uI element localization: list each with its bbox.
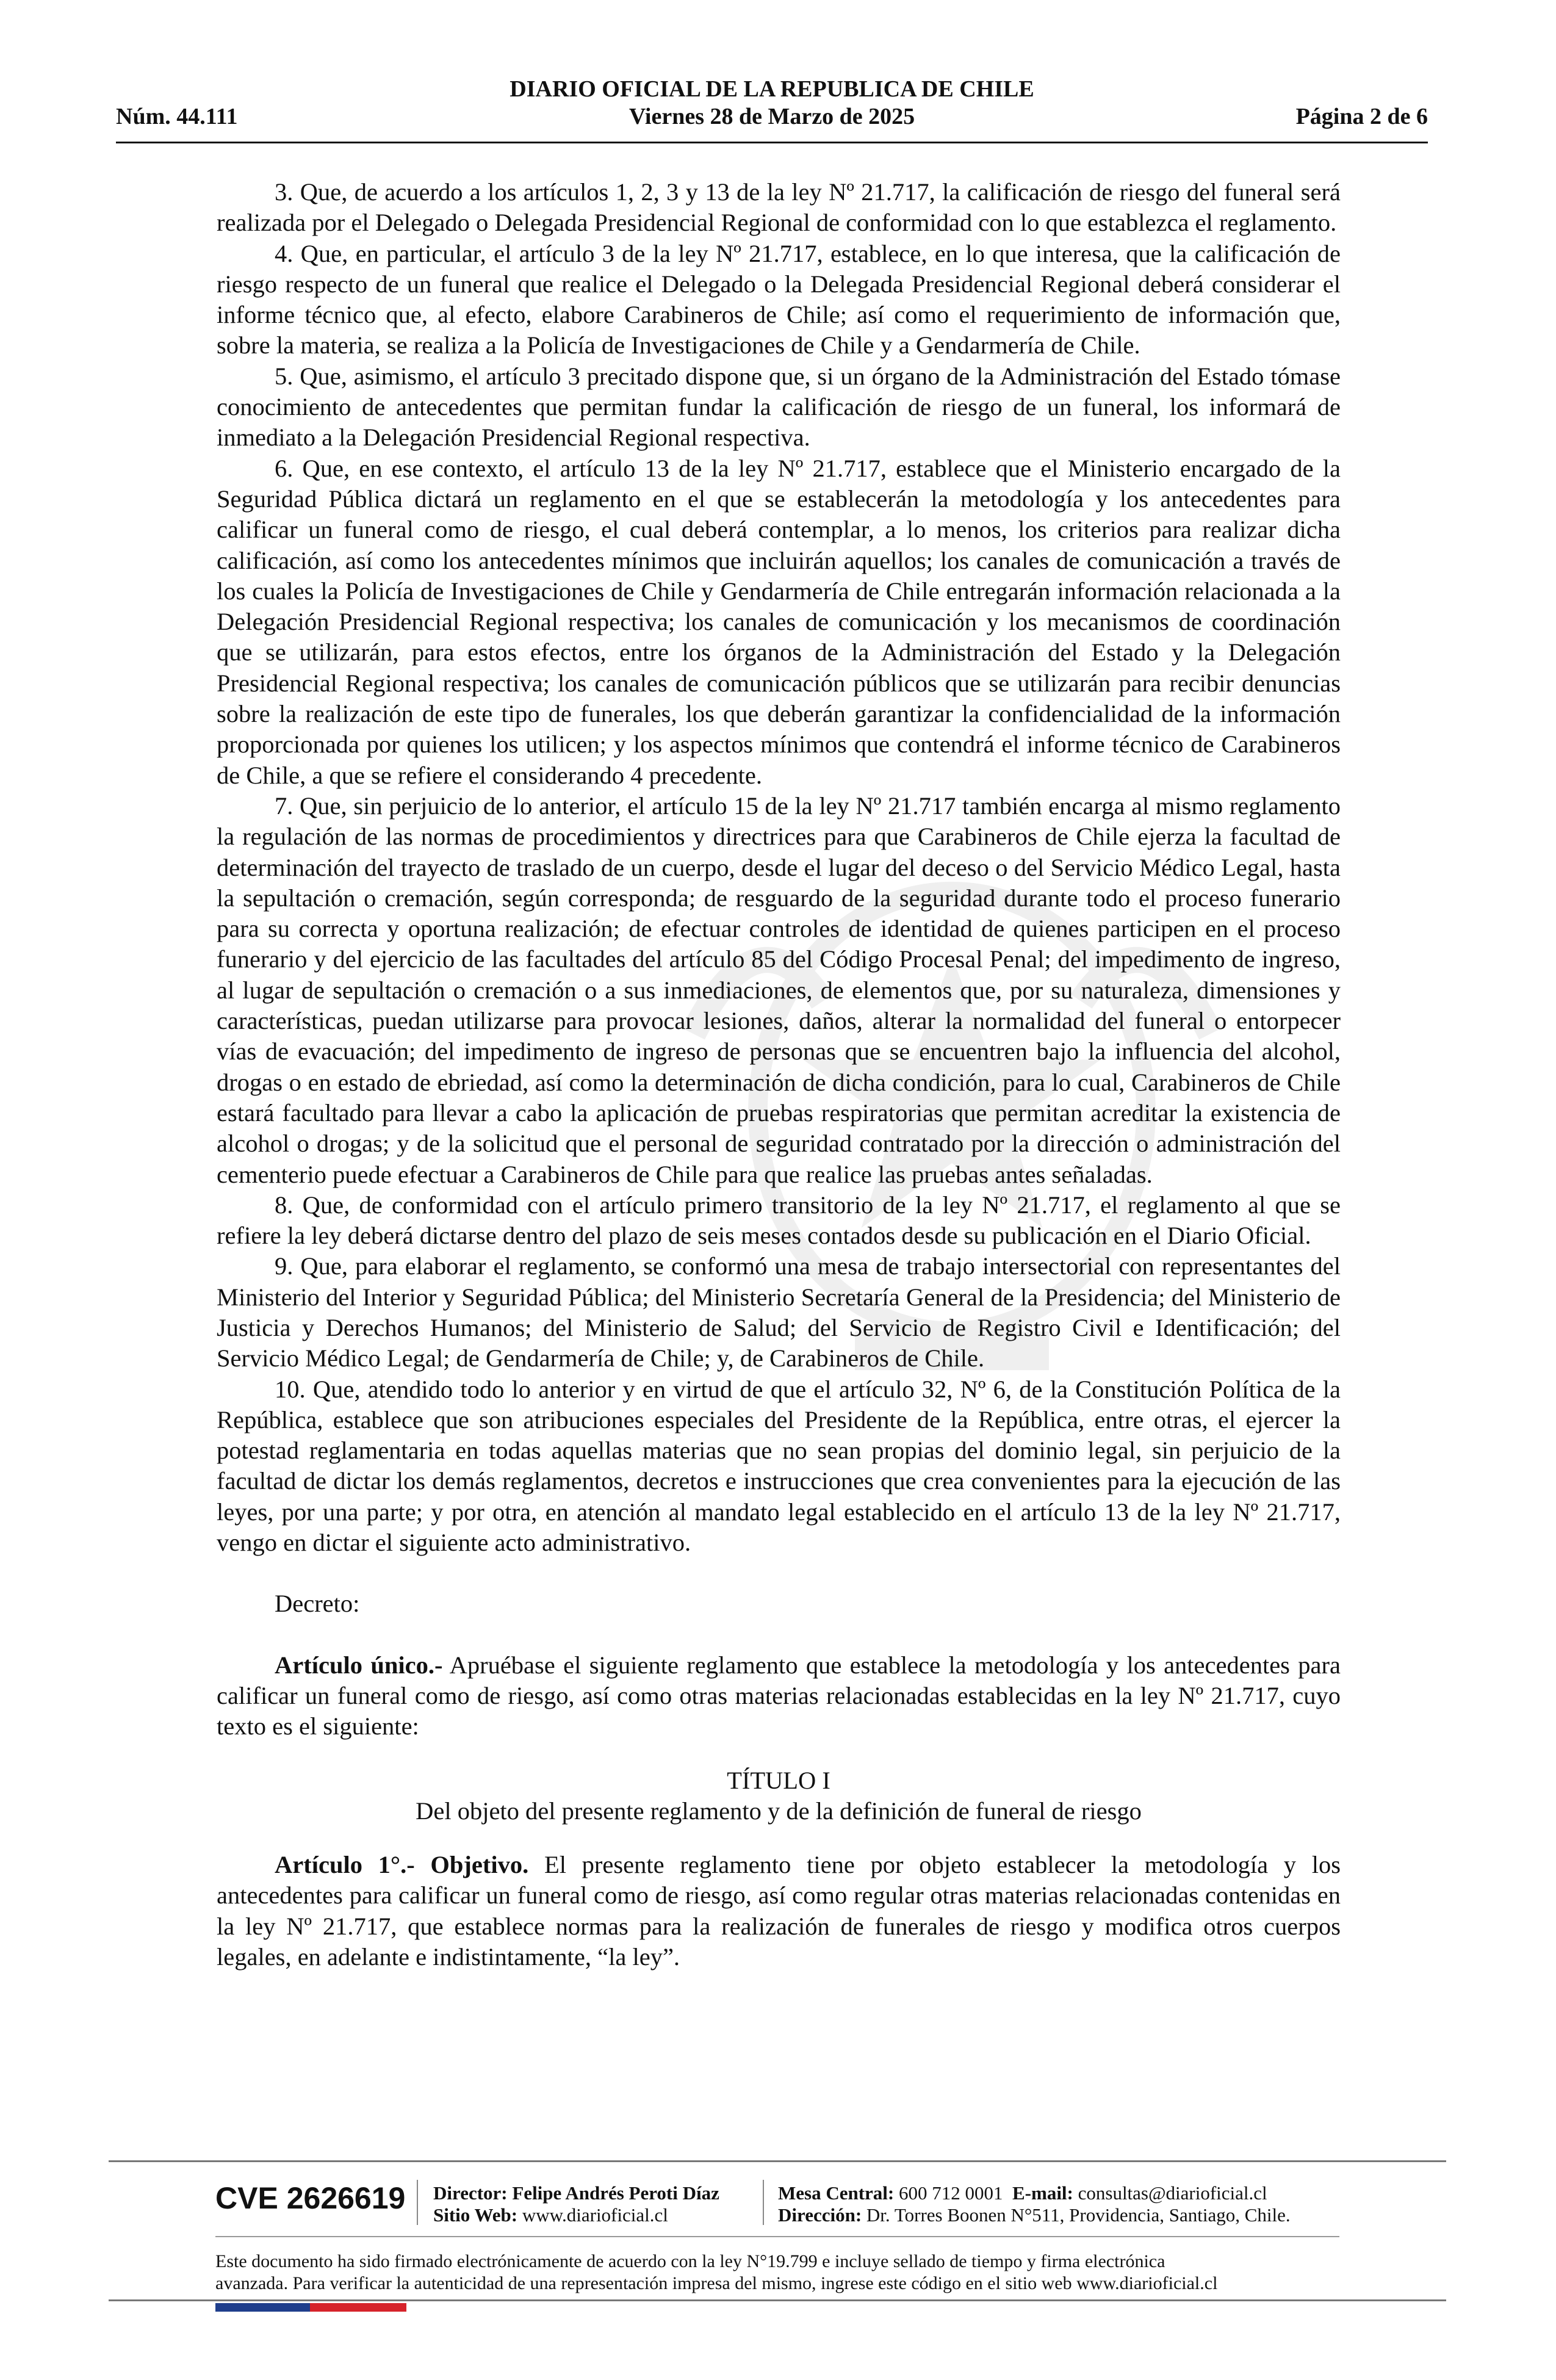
considerando-10: 10. Que, atendido todo lo anterior y en virtud de que el artículo 32, Nº 6, de la Constitución Política de la República, establece que son atribuciones especiales del Presidente de la República, entre otras, el ejercer la potestad reglamentaria en todas aquellas materias que no sean propias del dominio legal, sin perjuicio de la facultad de dictar los demás reglamentos, decretos e instrucciones que crea convenientes para la ejecución de las leyes, por una parte; y por otra, en atención al mandato legal establecido en el artículo 13 de la ley Nº 21.717, vengo en dictar el siguiente acto administrativo. <box>217 1375 1341 1557</box>
articulo-1-label: Artículo 1°.- Objetivo. <box>275 1851 529 1879</box>
issue-number: Núm. 44.111 <box>116 104 238 129</box>
titulo-heading: TÍTULO I <box>727 1766 830 1794</box>
sitio-line <box>433 2204 719 2226</box>
email-label: E-mail: <box>1012 2182 1073 2204</box>
page-header <box>116 76 1428 142</box>
signature-note <box>215 2251 1375 2295</box>
footer-divider-top <box>109 2160 1446 2162</box>
email-link[interactable]: consultas@diarioficial.cl <box>1078 2182 1267 2204</box>
considerando-6: 6. Que, en ese contexto, el artículo 13 de la ley Nº 21.717, establece que el Ministerio encargado de la Seguridad Pública dictará un reglamento en el que se establecerán la metodología y los antecedentes para calificar un funeral como de riesgo, el cual deberá contemplar, a lo menos, los criterios para realizar dicha calificación, así como los antecedentes mínimos que incluirán aquellos; los canales de comunicación a través de los cuales la Policía de Investigaciones de Chile y Gendarmería de Chile entregarán información relacionada a la Delegación Presidencial Regional respectiva; los canales de comunicación y los mecanismos de coordinación que se utilizarán, para estos efectos, entre los órganos de la Administración del Estado y la Delegación Presidencial Regional respectiva; los canales de comunicación públicos que se utilizarán para recibir denuncias sobre la realización de este tipo de funerales, los que deberán garantizar la confidencialidad de la información proporcionada por quienes los utilicen; y los aspectos mínimos que contendrá el informe técnico de Carabineros de Chile, a que se refiere el considerando 4 precedente. <box>217 454 1341 789</box>
footer-director-block <box>433 2182 719 2226</box>
page-indicator: Página 2 de 6 <box>1295 104 1428 129</box>
publication-date: Viernes 28 de Marzo de 2025 <box>629 104 915 129</box>
articulo-1-text: El presente reglamento tiene por objeto establecer la metodología y los antecedentes para calificar un funeral como de riesgo, así como regular otras materias relacionadas contenidas en la ley Nº 21.717, que establece normas para la realización de funerales de riesgo y modifica otros cuerpos legales, en adelante e indistintamente, “la ley”. <box>217 1851 1341 1971</box>
cve-code: CVE 2626619 <box>215 2181 406 2215</box>
director-label: Director: <box>433 2182 508 2204</box>
articulo-unico <box>217 1650 1341 1742</box>
articulo-1 <box>217 1850 1341 1972</box>
considerando-7: 7. Que, sin perjuicio de lo anterior, el artículo 15 de la ley Nº 21.717 también encarga al mismo reglamento la regulación de las normas de procedimientos y directrices para que Carabineros de Chile ejerza la facultad de determinación del trayecto de traslado de un cuerpo, desde el lugar del deceso o del Servicio Médico Legal, hasta la sepultación o cremación, según corresponda; de resguardo de la seguridad durante todo el proceso funerario para su correcta y oportuna realización; de efectuar controles de identidad de quienes participen en el proceso funerario y del ejercicio de las facultades del artículo 85 del Código Procesal Penal; del impedimento de ingreso, al lugar de sepultación o cremación o a sus inmediaciones, de elementos que, por su naturaleza, dimensiones y características, puedan utilizarse para provocar lesiones, daños, alterar la normalidad del funeral o entorpecer vías de evacuación; del impedimento de ingreso de personas que se encuentren bajo la influencia del alcohol, drogas o en estado de ebriedad, así como la determinación de dicha condición, para lo cual, Carabineros de Chile estará facultado para llevar a cabo la aplicación de pruebas respiratorias que permitan acreditar la existencia de alcohol o drogas; y de la solicitud que el personal de seguridad contratado por la dirección o administración del cementerio puede efectuar a Carabineros de Chile para que realice las pruebas antes señaladas. <box>217 792 1341 1188</box>
footer-separator <box>763 2180 764 2225</box>
direccion-value: Dr. Torres Boonen N°511, Providencia, Santiago, Chile. <box>866 2204 1291 2226</box>
considerando-5: 5. Que, asimismo, el artículo 3 precitado dispone que, si un órgano de la Administración del Estado tómase conocimiento de antecedentes que permitan fundar la calificación de riesgo de un funeral, los informará de inmediato a la Delegación Presidencial Regional respectiva. <box>217 362 1341 452</box>
footer-divider-bottom <box>109 2299 1446 2301</box>
document-body <box>217 177 1341 1972</box>
footer-contact-block <box>778 2182 1291 2226</box>
flag-bar-blue <box>215 2303 310 2312</box>
mesa-line <box>778 2182 1291 2204</box>
flag-bar-red <box>310 2303 406 2312</box>
direccion-label: Dirección: <box>778 2204 862 2226</box>
titulo-subheading: Del objeto del presente reglamento y de la definición de funeral de riesgo <box>416 1797 1142 1825</box>
sitio-link[interactable]: www.diarioficial.cl <box>522 2204 668 2226</box>
director-name: Felipe Andrés Peroti Díaz <box>512 2182 719 2204</box>
articulo-unico-text: Apruébase el siguiente reglamento que establece la metodología y los antecedentes para calificar un funeral como de riesgo, así como otras materias relacionadas establecidas en la ley Nº 21.717, cuyo texto es el siguiente: <box>217 1651 1341 1740</box>
signature-note-line1: Este documento ha sido firmado electrónicamente de acuerdo con la ley N°19.799 e incluye sellado de tiempo y firma electrónica <box>215 2251 1165 2271</box>
header-divider <box>116 142 1428 143</box>
considerando-4: 4. Que, en particular, el artículo 3 de la ley Nº 21.717, establece, en lo que interesa, que la calificación de riesgo respecto de un funeral que realice el Delegado o la Delegada Presidencial Regional deberá considerar el informe técnico que, al efecto, elabore Carabineros de Chile; así como el requerimiento de información que, sobre la materia, se realiza a la Policía de Investigaciones de Chile y a Gendarmería de Chile. <box>217 239 1341 359</box>
mesa-label: Mesa Central: <box>778 2182 895 2204</box>
articulo-unico-label: Artículo único.- <box>275 1651 443 1679</box>
direccion-line <box>778 2204 1291 2226</box>
footer-divider-mid <box>215 2236 1339 2237</box>
mesa-value: 600 712 0001 <box>899 2182 1003 2204</box>
decreto-heading: Decreto: <box>275 1590 360 1618</box>
considerando-9: 9. Que, para elaborar el reglamento, se conformó una mesa de trabajo intersectorial con representantes del Ministerio del Interior y Seguridad Pública; del Ministerio Secretaría General de la Presidencia; del Ministerio de Justicia y Derechos Humanos; del Ministerio de Salud; del Servicio de Registro Civil e Identificación; del Servicio Médico Legal; de Gendarmería de Chile; y, de Carabineros de Chile. <box>217 1252 1341 1372</box>
header-center <box>116 76 1428 131</box>
sitio-label: Sitio Web: <box>433 2204 518 2226</box>
signature-note-line2: avanzada. Para verificar la autenticidad de una representación impresa del mismo, ingrese este código en el sitio web www.diarioficial.cl <box>215 2273 1218 2293</box>
considerando-8: 8. Que, de conformidad con el artículo primero transitorio de la ley Nº 21.717, el reglamento al que se refiere la ley deberá dictarse dentro del plazo de seis meses contados desde su publicación en el Diario Oficial. <box>217 1191 1341 1250</box>
publication-title: DIARIO OFICIAL DE LA REPUBLICA DE CHILE <box>510 76 1034 102</box>
considerando-3: 3. Que, de acuerdo a los artículos 1, 2, 3 y 13 de la ley Nº 21.717, la calificación de riesgo del funeral será realizada por el Delegado o Delegada Presidencial Regional de conformidad con lo que establezca el reglamento. <box>217 178 1341 237</box>
director-line <box>433 2182 719 2204</box>
footer-separator <box>417 2180 418 2225</box>
